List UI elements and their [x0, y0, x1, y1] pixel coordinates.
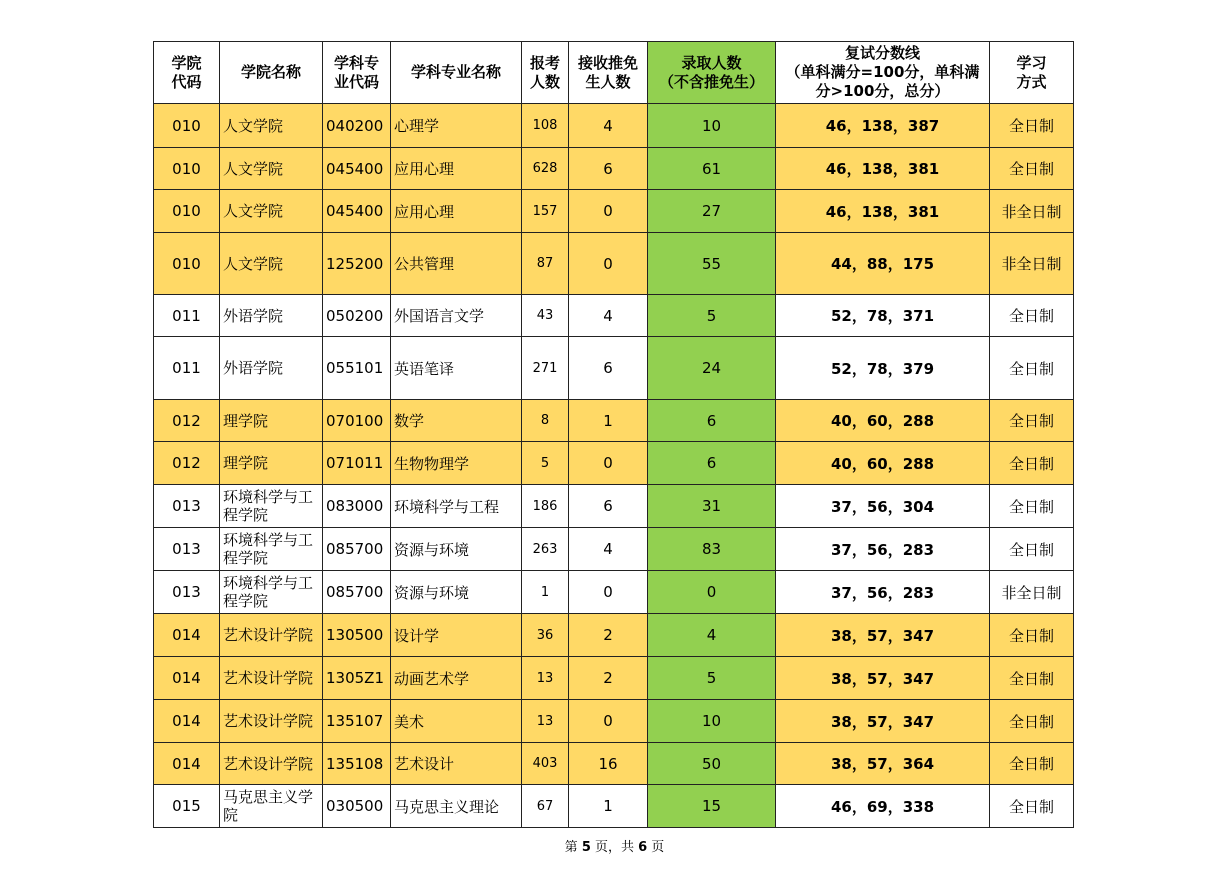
cell-major-name: 应用心理	[391, 190, 522, 233]
cell-recommended: 0	[569, 700, 648, 743]
cell-major-code: 1305Z1	[323, 657, 391, 700]
cell-admitted: 10	[648, 104, 776, 148]
cell-study-mode: 全日制	[990, 485, 1074, 528]
cell-applicants: 43	[522, 295, 569, 337]
table-row	[154, 400, 1074, 442]
cell-college-name: 理学院	[220, 400, 323, 442]
table-row	[154, 295, 1074, 337]
footer-prefix: 第	[564, 840, 582, 855]
cell-cutoff: 46，138，387	[776, 104, 990, 148]
cell-major-name: 公共管理	[391, 233, 522, 295]
header-applicants: 报考人数	[522, 42, 569, 104]
cell-study-mode: 全日制	[990, 614, 1074, 657]
header-major-name: 学科专业名称	[391, 42, 522, 104]
cell-study-mode: 全日制	[990, 743, 1074, 785]
cell-college-code: 010	[154, 190, 220, 233]
cell-college-code: 013	[154, 485, 220, 528]
cell-recommended: 0	[569, 233, 648, 295]
cell-major-code: 040200	[323, 104, 391, 148]
cell-admitted: 5	[648, 295, 776, 337]
cell-cutoff: 38，57，364	[776, 743, 990, 785]
cell-cutoff: 52，78，379	[776, 337, 990, 400]
cell-major-code: 135107	[323, 700, 391, 743]
cell-major-code: 050200	[323, 295, 391, 337]
cell-study-mode: 全日制	[990, 700, 1074, 743]
cell-cutoff: 52，78，371	[776, 295, 990, 337]
cell-recommended: 2	[569, 614, 648, 657]
table-row	[154, 442, 1074, 485]
cell-major-code: 135108	[323, 743, 391, 785]
cell-recommended: 6	[569, 337, 648, 400]
cell-major-name: 英语笔译	[391, 337, 522, 400]
table-row	[154, 148, 1074, 190]
cell-college-name: 人文学院	[220, 104, 323, 148]
cell-college-code: 013	[154, 571, 220, 614]
cell-college-code: 014	[154, 657, 220, 700]
cell-college-name: 环境科学与工程学院	[220, 571, 323, 614]
cell-recommended: 1	[569, 400, 648, 442]
cell-admitted: 31	[648, 485, 776, 528]
page-footer	[0, 836, 1229, 855]
table-row	[154, 528, 1074, 571]
cell-study-mode: 全日制	[990, 337, 1074, 400]
cell-recommended: 1	[569, 785, 648, 828]
cell-college-code: 010	[154, 104, 220, 148]
cell-admitted: 50	[648, 743, 776, 785]
footer-suffix: 页	[647, 840, 665, 855]
cell-study-mode: 全日制	[990, 295, 1074, 337]
cell-college-name: 外语学院	[220, 337, 323, 400]
cell-college-name: 马克思主义学院	[220, 785, 323, 828]
cell-college-code: 010	[154, 233, 220, 295]
header-recommended: 接收推免生人数	[569, 42, 648, 104]
cell-major-code: 045400	[323, 190, 391, 233]
cell-cutoff: 46，138，381	[776, 148, 990, 190]
cell-major-name: 生物物理学	[391, 442, 522, 485]
header-row	[154, 42, 1074, 104]
cell-cutoff: 38，57，347	[776, 700, 990, 743]
cell-recommended: 0	[569, 571, 648, 614]
cell-major-name: 心理学	[391, 104, 522, 148]
cell-recommended: 0	[569, 442, 648, 485]
cell-college-code: 015	[154, 785, 220, 828]
header-study-mode: 学习方式	[990, 42, 1074, 104]
cell-major-name: 环境科学与工程	[391, 485, 522, 528]
cell-admitted: 6	[648, 442, 776, 485]
header-college-name: 学院名称	[220, 42, 323, 104]
cell-major-name: 应用心理	[391, 148, 522, 190]
table-body	[154, 104, 1074, 828]
table-row	[154, 657, 1074, 700]
cell-college-name: 艺术设计学院	[220, 700, 323, 743]
cell-major-name: 艺术设计	[391, 743, 522, 785]
cell-admitted: 10	[648, 700, 776, 743]
cell-major-code: 130500	[323, 614, 391, 657]
cell-applicants: 403	[522, 743, 569, 785]
cell-applicants: 87	[522, 233, 569, 295]
cell-college-code: 011	[154, 295, 220, 337]
cell-recommended: 4	[569, 528, 648, 571]
cell-college-name: 艺术设计学院	[220, 743, 323, 785]
table-row	[154, 571, 1074, 614]
cell-major-name: 外国语言文学	[391, 295, 522, 337]
cell-major-code: 125200	[323, 233, 391, 295]
cell-study-mode: 全日制	[990, 528, 1074, 571]
cell-college-name: 人文学院	[220, 148, 323, 190]
cell-major-name: 资源与环境	[391, 528, 522, 571]
cell-study-mode: 全日制	[990, 657, 1074, 700]
cell-cutoff: 37，56，304	[776, 485, 990, 528]
cell-cutoff: 40，60，288	[776, 400, 990, 442]
cell-applicants: 157	[522, 190, 569, 233]
cell-college-code: 013	[154, 528, 220, 571]
table-row	[154, 614, 1074, 657]
cell-major-name: 设计学	[391, 614, 522, 657]
cell-applicants: 13	[522, 700, 569, 743]
cell-cutoff: 38，57，347	[776, 657, 990, 700]
cell-admitted: 61	[648, 148, 776, 190]
table-row	[154, 337, 1074, 400]
cell-cutoff: 38，57，347	[776, 614, 990, 657]
header-major-code: 学科专业代码	[323, 42, 391, 104]
cell-major-name: 马克思主义理论	[391, 785, 522, 828]
cell-college-code: 010	[154, 148, 220, 190]
cell-applicants: 628	[522, 148, 569, 190]
footer-page-number: 5	[581, 840, 591, 855]
cell-major-name: 资源与环境	[391, 571, 522, 614]
cell-college-code: 014	[154, 700, 220, 743]
cell-admitted: 27	[648, 190, 776, 233]
cell-major-code: 070100	[323, 400, 391, 442]
table-row	[154, 104, 1074, 148]
table-row	[154, 485, 1074, 528]
cell-cutoff: 46，138，381	[776, 190, 990, 233]
cell-cutoff: 40，60，288	[776, 442, 990, 485]
cell-applicants: 108	[522, 104, 569, 148]
cell-study-mode: 全日制	[990, 400, 1074, 442]
cell-study-mode: 非全日制	[990, 233, 1074, 295]
cell-recommended: 4	[569, 104, 648, 148]
cell-admitted: 15	[648, 785, 776, 828]
cell-major-name: 数学	[391, 400, 522, 442]
cell-admitted: 6	[648, 400, 776, 442]
cell-college-name: 艺术设计学院	[220, 614, 323, 657]
cell-cutoff: 37，56，283	[776, 571, 990, 614]
cell-college-code: 012	[154, 400, 220, 442]
cell-college-name: 人文学院	[220, 233, 323, 295]
cell-college-name: 人文学院	[220, 190, 323, 233]
cell-major-code: 055101	[323, 337, 391, 400]
cell-admitted: 83	[648, 528, 776, 571]
cell-college-name: 环境科学与工程学院	[220, 528, 323, 571]
cell-recommended: 6	[569, 148, 648, 190]
cell-applicants: 36	[522, 614, 569, 657]
cell-applicants: 186	[522, 485, 569, 528]
cell-study-mode: 非全日制	[990, 190, 1074, 233]
cell-applicants: 8	[522, 400, 569, 442]
cell-admitted: 0	[648, 571, 776, 614]
footer-middle: 页，共	[590, 840, 639, 855]
table-row	[154, 700, 1074, 743]
cell-study-mode: 非全日制	[990, 571, 1074, 614]
cell-admitted: 4	[648, 614, 776, 657]
cell-major-name: 动画艺术学	[391, 657, 522, 700]
cell-applicants: 271	[522, 337, 569, 400]
cell-college-code: 014	[154, 743, 220, 785]
cell-college-code: 014	[154, 614, 220, 657]
admissions-table	[153, 41, 1074, 828]
cell-major-name: 美术	[391, 700, 522, 743]
table-row	[154, 743, 1074, 785]
cell-cutoff: 46，69，338	[776, 785, 990, 828]
header-cutoff: 复试分数线 （单科满分=100分，单科满分>100分，总分）	[776, 42, 990, 104]
cell-major-code: 045400	[323, 148, 391, 190]
cell-applicants: 67	[522, 785, 569, 828]
cell-major-code: 083000	[323, 485, 391, 528]
cell-study-mode: 全日制	[990, 785, 1074, 828]
table-row	[154, 190, 1074, 233]
cell-study-mode: 全日制	[990, 442, 1074, 485]
cell-admitted: 5	[648, 657, 776, 700]
cell-college-code: 011	[154, 337, 220, 400]
header-college-code: 学院代码	[154, 42, 220, 104]
cell-recommended: 0	[569, 190, 648, 233]
cell-recommended: 16	[569, 743, 648, 785]
cell-major-code: 085700	[323, 571, 391, 614]
cell-study-mode: 全日制	[990, 104, 1074, 148]
cell-cutoff: 44，88，175	[776, 233, 990, 295]
cell-major-code: 085700	[323, 528, 391, 571]
cell-applicants: 1	[522, 571, 569, 614]
cell-college-name: 外语学院	[220, 295, 323, 337]
cell-college-code: 012	[154, 442, 220, 485]
footer-total-pages: 6	[638, 840, 648, 855]
cell-recommended: 4	[569, 295, 648, 337]
cell-college-name: 艺术设计学院	[220, 657, 323, 700]
cell-admitted: 24	[648, 337, 776, 400]
cell-major-code: 071011	[323, 442, 391, 485]
cell-major-code: 030500	[323, 785, 391, 828]
cell-college-name: 理学院	[220, 442, 323, 485]
cell-applicants: 263	[522, 528, 569, 571]
cell-applicants: 5	[522, 442, 569, 485]
header-admitted: 录取人数 （不含推免生）	[648, 42, 776, 104]
cell-applicants: 13	[522, 657, 569, 700]
table-row	[154, 233, 1074, 295]
cell-study-mode: 全日制	[990, 148, 1074, 190]
cell-cutoff: 37，56，283	[776, 528, 990, 571]
cell-recommended: 2	[569, 657, 648, 700]
cell-recommended: 6	[569, 485, 648, 528]
table-row	[154, 785, 1074, 828]
cell-college-name: 环境科学与工程学院	[220, 485, 323, 528]
cell-admitted: 55	[648, 233, 776, 295]
